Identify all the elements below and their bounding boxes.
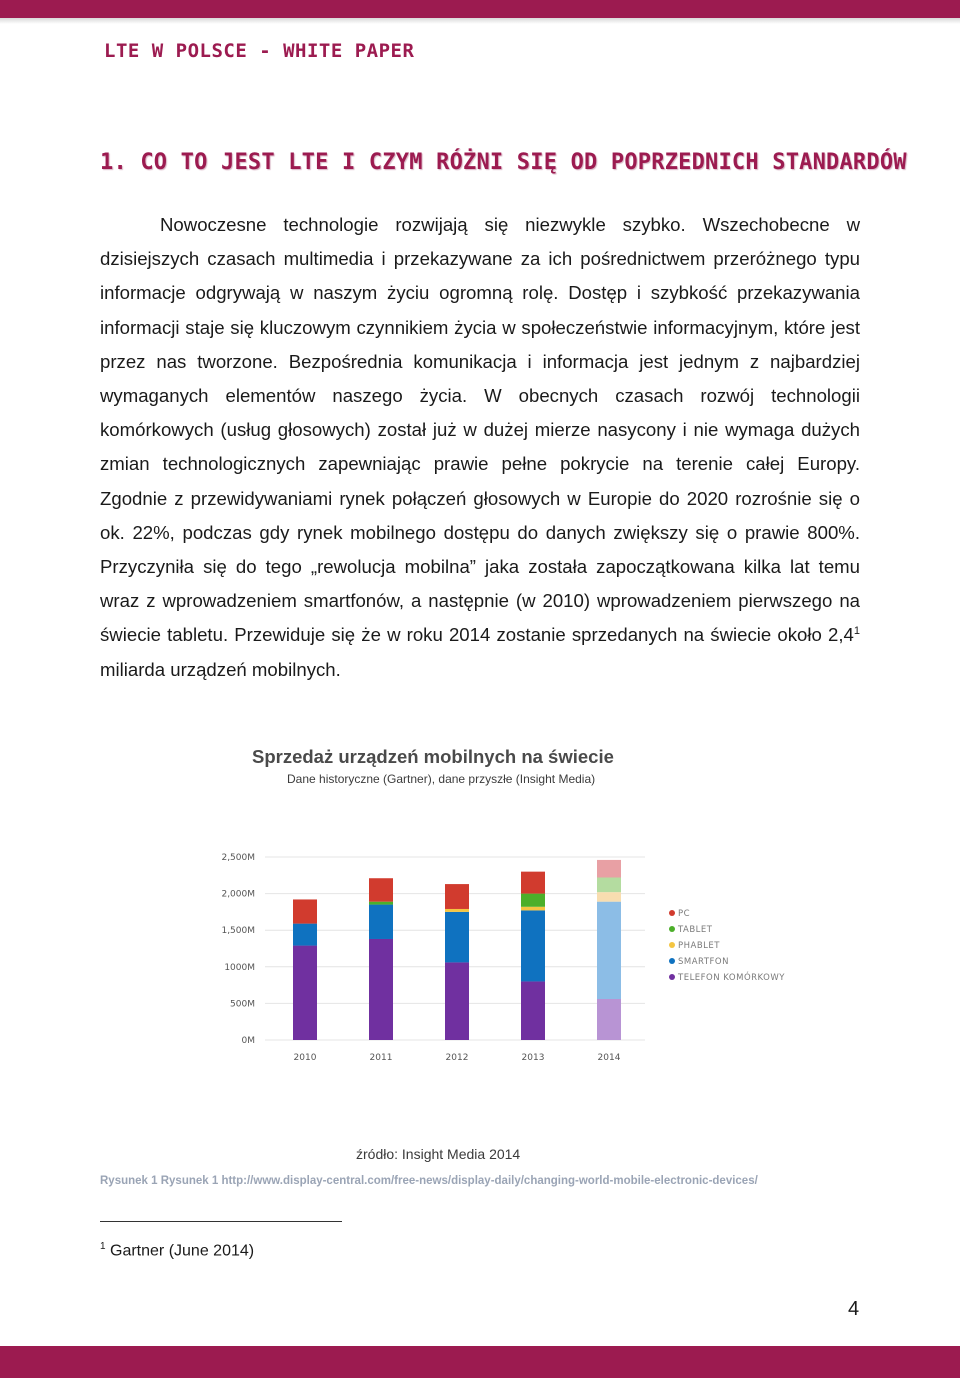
paragraph-text: Nowoczesne technologie rozwijają się niezwykle szybko. Wszechobecne w dzisiejszych czasach multimedia i przekazywane za ich pośrednictwem przeróżnego typu informacje odgrywają w naszym życiu ogromną rolę. Dostęp i szybkość przekazywania informacji staje się kluczowym czynnikiem życia w społeczeństwie informacyjnym, które jest przez nas tworzone. Bezpośrednia komunikacja i informacja jest jednym z najbardziej wymaganych elementów naszego życia. W obecnych czasach rozwój technologii komórkowych (usług głosowych) został już w dużej mierze nasycony i nie wymaga dużych zmian technologicznych zapewniając prawie pełne pokrycie na terenie całej Europy. Zgodnie z przewidywaniami rynek połączeń głosowych w Europie do 2020 rozrośnie się o ok. 22%, podczas gdy rynek mobilnego dostępu do danych zwiększy się o prawie 800%. Przyczyniła się do tego „rewolucja mobilna” jaka została zapoczątkowana kilka lat temu wraz z wprowadzeniem smartfonów, a następnie (w 2010) wprowadzeniem pierwszego na świecie tabletu. Przewiduje się że w roku 2014 zostanie sprzedanych na świecie około 2,4 (100, 214, 860, 646)
legend-marker (669, 926, 675, 932)
y-tick-label: 500M (230, 999, 255, 1010)
bar-segment (445, 912, 469, 963)
bar-segment (293, 946, 317, 1040)
chart-canvas (220, 740, 820, 1080)
legend-marker (669, 974, 675, 980)
bar-segment (521, 907, 545, 911)
bar-segment (521, 910, 545, 981)
y-tick-label: 2,000M (221, 889, 255, 900)
bar-segment (521, 981, 545, 1040)
bar-segment (597, 999, 621, 1040)
chart-title: Sprzedaż urządzeń mobilnych na świecie (252, 746, 614, 767)
footnote-divider (100, 1221, 342, 1222)
legend-label: TABLET (678, 925, 713, 935)
legend-label: SMARTFON (678, 957, 729, 967)
chart-source: źródło: Insight Media 2014 (356, 1146, 521, 1162)
sales-chart (220, 740, 820, 1080)
bar-segment (445, 909, 469, 912)
bar-segment (521, 894, 545, 907)
legend-marker (669, 942, 675, 948)
running-header: LTE W POLSCE - WHITE PAPER (104, 40, 415, 62)
y-tick-label: 0M (241, 1036, 255, 1046)
bar-segment (293, 924, 317, 946)
x-tick-label: 2011 (369, 1053, 393, 1063)
page-number: 4 (848, 1298, 860, 1320)
footnote-text: Gartner (June 2014) (105, 1242, 255, 1260)
chart-subtitle: Dane historyczne (Gartner), dane przyszłe (Insight Media) (287, 772, 596, 786)
bar-segment (597, 860, 621, 878)
x-tick-label: 2010 (293, 1053, 317, 1063)
bar-segment (369, 905, 393, 939)
bar-segment (369, 939, 393, 1040)
section-heading: 1. CO TO JEST LTE I CZYM RÓŻNI SIĘ OD POPRZEDNICH STANDARDÓW (100, 150, 907, 175)
x-tick-label: 2013 (521, 1053, 545, 1063)
y-tick-label: 1000M (224, 962, 255, 973)
legend-marker (669, 910, 675, 916)
top-accent-bar (0, 0, 960, 18)
bar-segment (369, 878, 393, 901)
bar-segment (293, 899, 317, 923)
y-tick-label: 2,500M (221, 853, 255, 863)
legend-label: TELEFON KOMÓRKOWY (678, 973, 785, 983)
bar-segment (445, 884, 469, 909)
footnote-reference[interactable]: 1 (853, 625, 860, 638)
x-tick-label: 2012 (445, 1053, 469, 1063)
bar-segment (597, 902, 621, 999)
bar-segment (445, 962, 469, 1040)
x-tick-label: 2014 (597, 1053, 621, 1063)
footnote (100, 1241, 254, 1260)
legend-marker (669, 958, 675, 964)
legend-label: PC (678, 909, 691, 919)
y-tick-label: 1,500M (221, 926, 255, 937)
figure-caption: Rysunek 1 Rysunek 1 http://www.display-central.com/free-news/display-daily/changing-world-mobile-electronic-devices/ (100, 1175, 758, 1187)
body-paragraph (100, 208, 860, 687)
paragraph-end: miliarda urządzeń mobilnych. (100, 658, 341, 680)
footnote-number: 1 (100, 1241, 106, 1252)
bar-segment (597, 892, 621, 902)
bar-segment (597, 877, 621, 892)
top-bar-shadow (0, 18, 960, 24)
bottom-accent-bar (0, 1346, 960, 1378)
bar-segment (369, 902, 393, 905)
bar-segment (521, 872, 545, 894)
legend-label: PHABLET (678, 941, 720, 951)
